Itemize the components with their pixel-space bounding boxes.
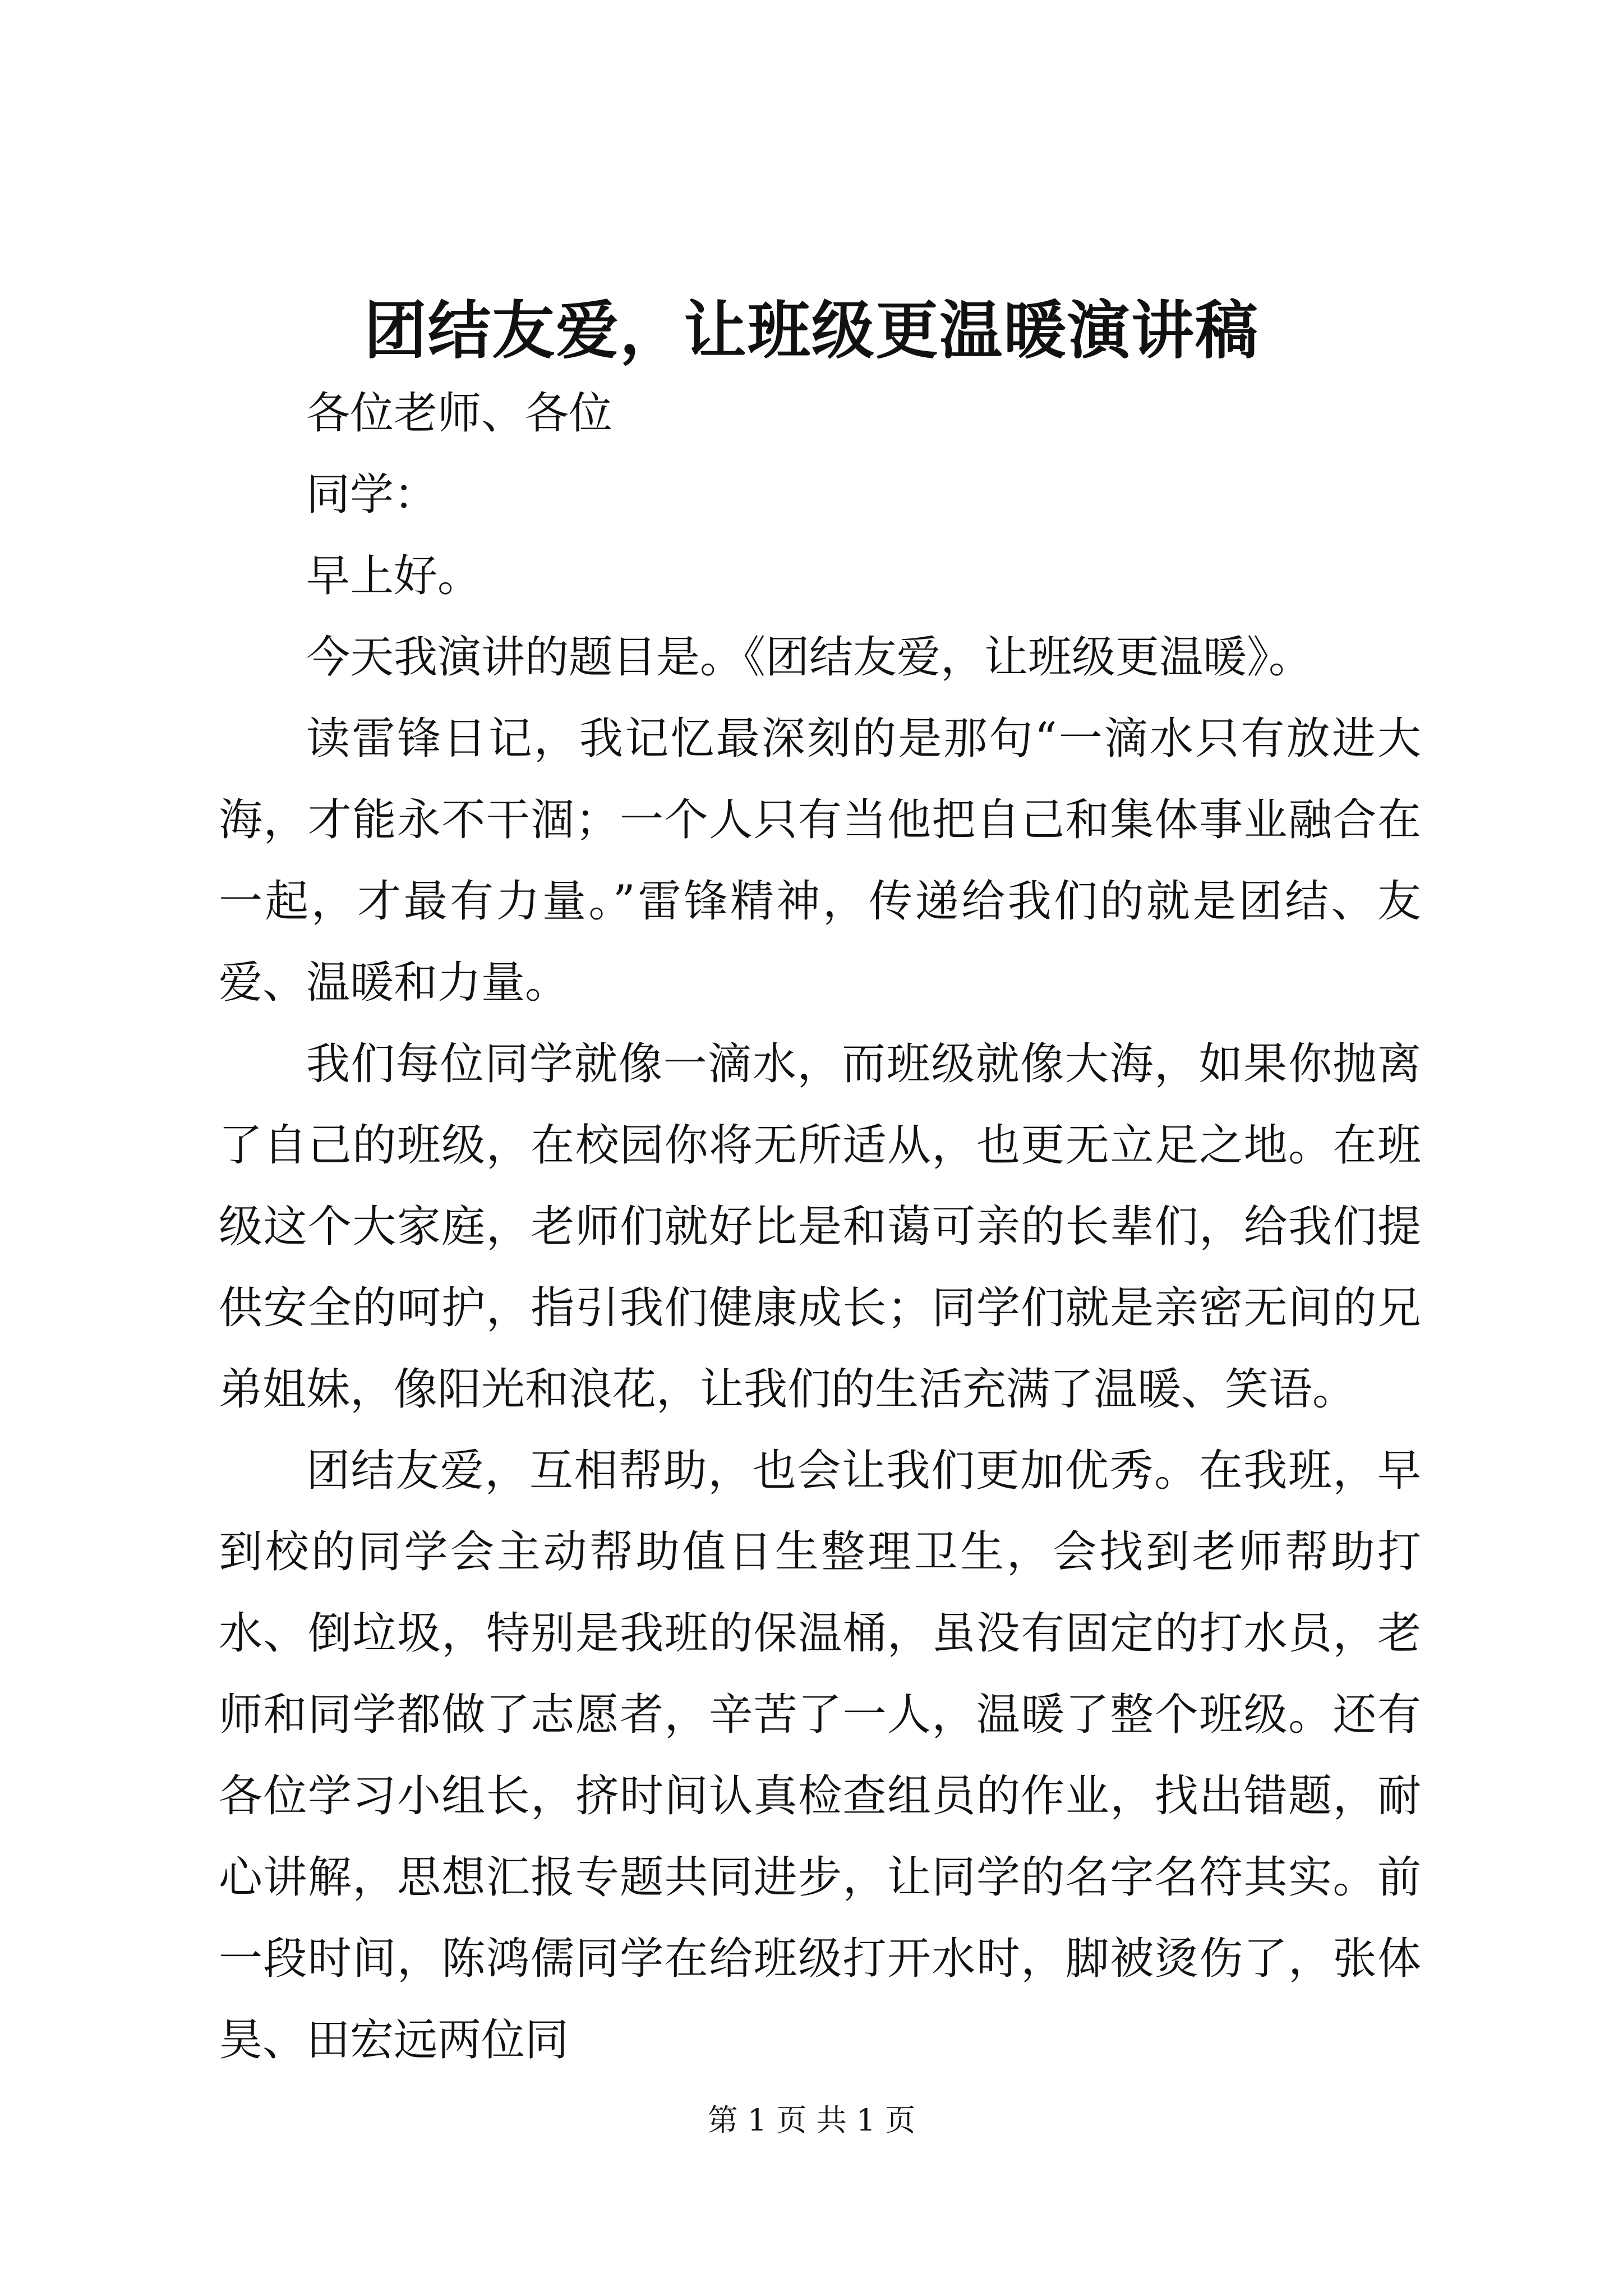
document-title: 团结友爱，让班级更温暖演讲稿 (364, 294, 1259, 367)
paragraph-topic: 今天我演讲的题目是。《团结友爱，让班级更温暖》。 (306, 632, 1313, 683)
document-body (219, 373, 1421, 2081)
paragraph-greeting: 各位老师、各位 (306, 388, 613, 439)
paragraph-morning: 早上好。 (306, 551, 482, 601)
paragraph-class-family: 我们每位同学就像一滴水，而班级就像大海，如果你抛离了自己的班级，在校园你将无所适从，也更无立足之地。在班级这个大家庭，老师们就好比是和蔼可亲的长辈们，给我们提供安全的呵护，指引我们健康成长；同学们就是亲密无间的兄弟姐妹，像阳光和浪花，让我们的生活充满了温暖、笑语。 (219, 1039, 1421, 1415)
paragraph-helping: 团结友爱，互相帮助，也会让我们更加优秀。在我班，早到校的同学会主动帮助值日生整理卫生，会找到老师帮助打水、倒垃圾，特别是我班的保温桶，虽没有固定的打水员，老师和同学都做了志愿者，辛苦了一人，温暖了整个班级。还有各位学习小组长，挤时间认真检查组员的作业，找出错题，耐心讲解，思想汇报专题共同进步，让同学的名字名符其实。前一段时间，陈鸿儒同学在给班级打开水时，脚被烫伤了，张体昊、田宏远两位同 (219, 1446, 1421, 2065)
paragraph-leifeng: 读雷锋日记，我记忆最深刻的是那句“一滴水只有放进大海，才能永不干涸；一个人只有当他把自己和集体事业融合在一起，才最有力量。”雷锋精神，传递给我们的就是团结、友爱、温暖和力量。 (219, 714, 1421, 1008)
paragraph-greeting-cont: 同学： (306, 470, 438, 520)
page-footer: 第 1 页 共 1 页 (707, 2102, 916, 2138)
